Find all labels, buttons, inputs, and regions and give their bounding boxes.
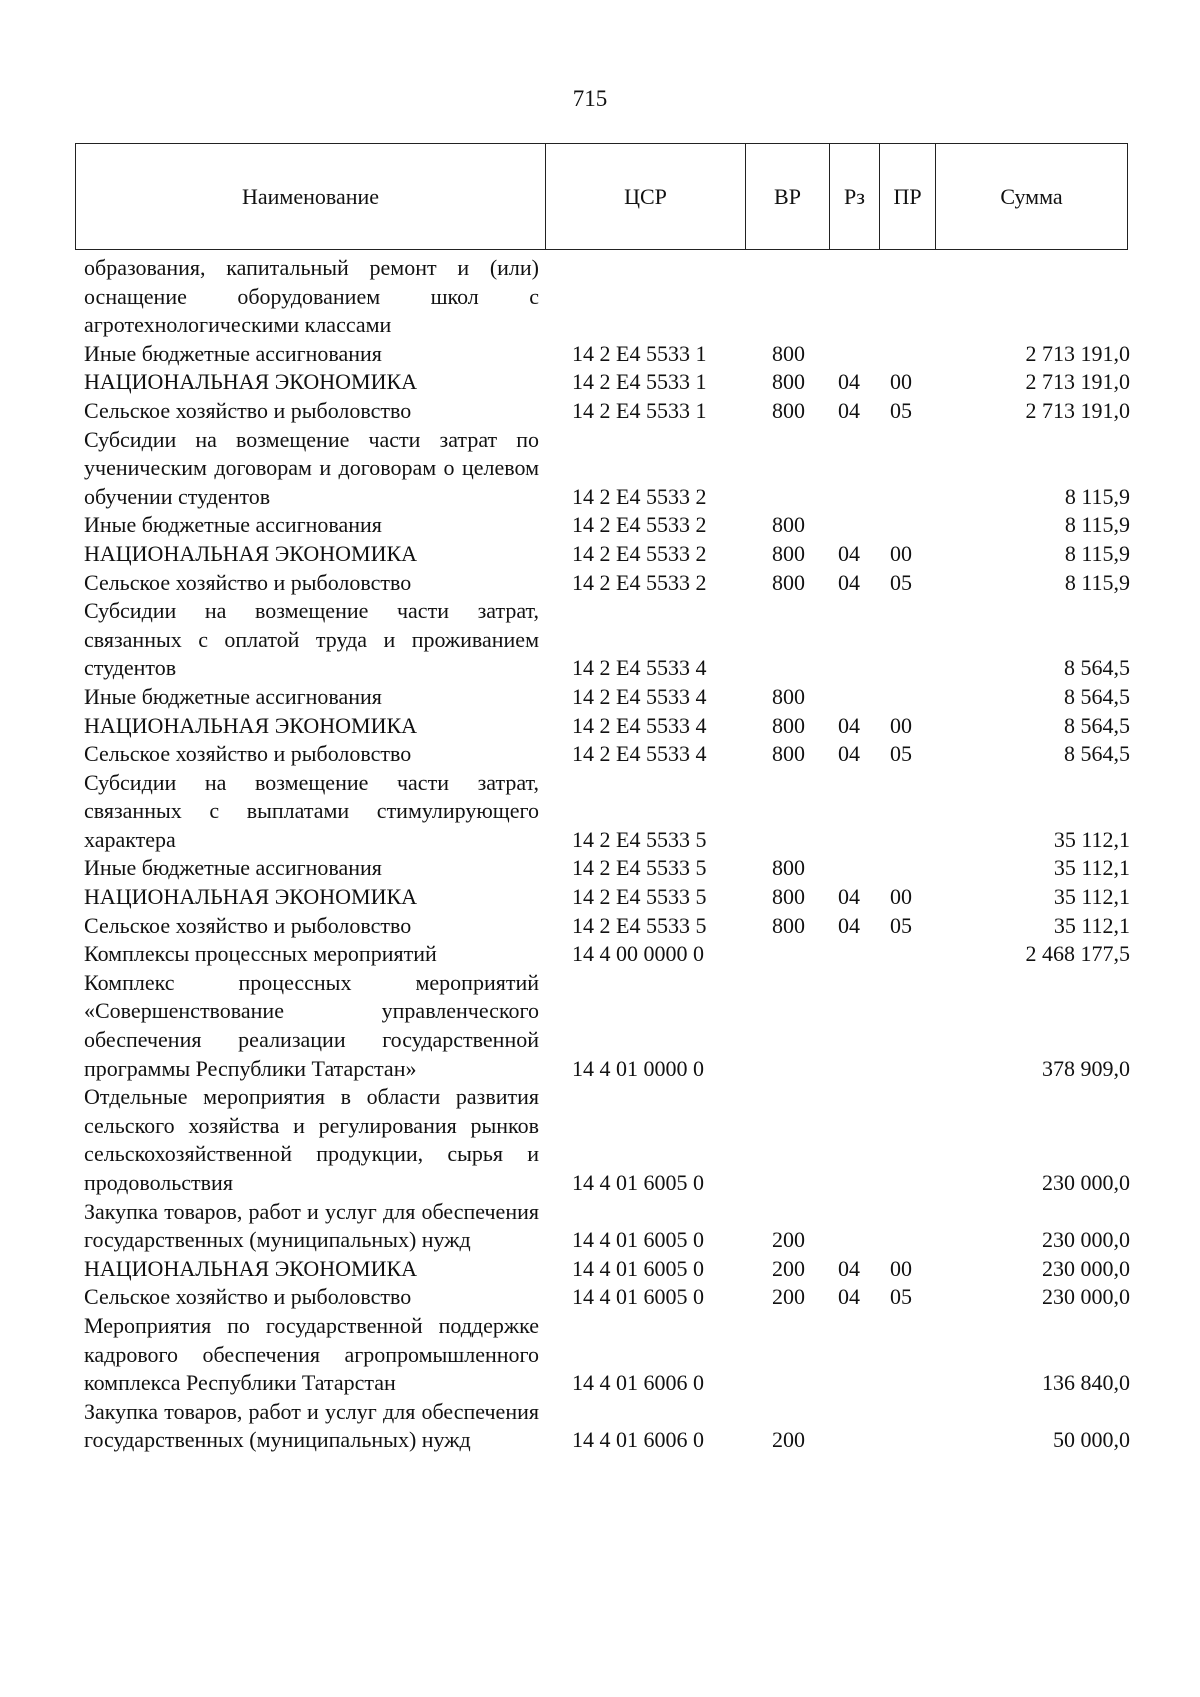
row-csr: 14 2 Е4 5533 5: [572, 826, 707, 852]
row-csr: 14 4 01 6005 0: [572, 1227, 704, 1253]
table-row: [0, 540, 1200, 569]
row-vr: 800: [772, 569, 805, 595]
row-name: Отдельные мероприятия в области развития сельского хозяйства и регулирования рынков сельскохозяйственной продукции, сырья и продовольствия: [84, 1084, 539, 1195]
row-name: Субсидии на возмещение части затрат, связанных с выплатами стимулирующего характера: [84, 769, 539, 852]
row-rz: 04: [838, 397, 860, 423]
table-row: [0, 254, 1200, 340]
row-rz: 04: [838, 1284, 860, 1310]
row-csr: 14 2 Е4 5533 5: [572, 855, 707, 881]
row-name: НАЦИОНАЛЬНАЯ ЭКОНОМИКА: [84, 540, 418, 566]
table-row: [0, 569, 1200, 598]
row-pr: 00: [890, 540, 912, 566]
row-vr: 800: [772, 855, 805, 881]
table-row: [0, 940, 1200, 969]
table-row: [0, 1198, 1200, 1255]
table-row: [0, 712, 1200, 741]
row-vr: 800: [772, 397, 805, 423]
header-name: Наименование: [76, 144, 546, 249]
row-name: Сельское хозяйство и рыболовство: [84, 912, 412, 938]
row-rz: 04: [838, 369, 860, 395]
row-csr: 14 4 01 6005 0: [572, 1284, 704, 1310]
table-row: [0, 883, 1200, 912]
row-vr: 800: [772, 712, 805, 738]
row-name: Комплекс процессных мероприятий «Совершенствование управленческого обеспечения реализации государственной программы Республики Татарстан»: [84, 969, 539, 1081]
row-vr: 800: [772, 369, 805, 395]
row-sum: 2 713 191,0: [1025, 397, 1130, 423]
table-row: [0, 397, 1200, 426]
table-row: [0, 597, 1200, 683]
row-name: образования, капитальный ремонт и (или) оснащение оборудованием школ с агротехнологическими классами: [84, 255, 539, 338]
row-pr: 05: [890, 569, 912, 595]
row-name: Субсидии на возмещение части затрат, связанных с оплатой труда и проживанием студентов: [84, 598, 539, 681]
row-pr: 05: [890, 1284, 912, 1310]
row-csr: 14 2 Е4 5533 2: [572, 569, 707, 595]
row-sum: 35 112,1: [1053, 855, 1130, 881]
row-pr: 00: [890, 712, 912, 738]
row-sum: 8 115,9: [1064, 540, 1130, 566]
row-sum: 2 713 191,0: [1025, 340, 1130, 366]
table-row: [0, 1398, 1200, 1455]
row-name: Иные бюджетные ассигнования: [84, 340, 382, 366]
row-pr: 05: [890, 912, 912, 938]
row-name: Субсидии на возмещение части затрат по ученическим договорам и договорам о целевом обучении студентов: [84, 426, 539, 509]
row-csr: 14 2 Е4 5533 1: [572, 340, 707, 366]
row-vr: 800: [772, 540, 805, 566]
row-csr: 14 4 01 6005 0: [572, 1255, 704, 1281]
row-name: Сельское хозяйство и рыболовство: [84, 397, 412, 423]
header-vr: ВР: [746, 144, 830, 249]
row-sum: 35 112,1: [1053, 826, 1130, 852]
row-vr: 200: [772, 1427, 805, 1453]
table-row: [0, 769, 1200, 855]
row-csr: 14 2 Е4 5533 4: [572, 741, 707, 767]
row-csr: 14 2 Е4 5533 5: [572, 884, 707, 910]
row-rz: 04: [838, 741, 860, 767]
row-vr: 200: [772, 1284, 805, 1310]
row-csr: 14 2 Е4 5533 4: [572, 655, 707, 681]
row-name: Иные бюджетные ассигнования: [84, 855, 382, 881]
row-sum: 230 000,0: [1042, 1255, 1130, 1281]
row-csr: 14 4 01 6006 0: [572, 1370, 704, 1396]
row-csr: 14 2 Е4 5533 2: [572, 483, 707, 509]
row-name: НАЦИОНАЛЬНАЯ ЭКОНОМИКА: [84, 369, 418, 395]
table-row: [0, 1283, 1200, 1312]
row-sum: 2 468 177,5: [1025, 941, 1130, 967]
row-sum: 50 000,0: [1053, 1427, 1130, 1453]
row-name: Мероприятия по государственной поддержке кадрового обеспечения агропромышленного комплекса Республики Татарстан: [84, 1312, 539, 1396]
row-pr: 00: [890, 884, 912, 910]
row-sum: 8 115,9: [1064, 569, 1130, 595]
table-row: [0, 740, 1200, 769]
row-sum: 8 564,5: [1064, 655, 1130, 681]
row-name: Сельское хозяйство и рыболовство: [84, 1284, 412, 1310]
row-vr: 200: [772, 1227, 805, 1253]
row-sum: 8 564,5: [1064, 683, 1130, 709]
header-pr: ПР: [880, 144, 936, 249]
header-csr: ЦСР: [546, 144, 746, 249]
table-row: [0, 912, 1200, 941]
table-row: [0, 1083, 1200, 1197]
table-row: [0, 683, 1200, 712]
row-csr: 14 2 Е4 5533 1: [572, 369, 707, 395]
row-vr: 800: [772, 683, 805, 709]
row-name: НАЦИОНАЛЬНАЯ ЭКОНОМИКА: [84, 884, 418, 910]
row-vr: 800: [772, 340, 805, 366]
row-csr: 14 2 Е4 5533 2: [572, 540, 707, 566]
row-pr: 00: [890, 1255, 912, 1281]
row-rz: 04: [838, 1255, 860, 1281]
table-row: [0, 340, 1200, 369]
row-sum: 230 000,0: [1042, 1170, 1130, 1195]
row-csr: 14 2 Е4 5533 5: [572, 912, 707, 938]
header-sum: Сумма: [1000, 183, 1063, 209]
row-sum: 35 112,1: [1053, 912, 1130, 938]
table-row: [0, 969, 1200, 1083]
table-header: [75, 143, 1128, 250]
row-sum: 2 713 191,0: [1025, 369, 1130, 395]
table-row: [0, 854, 1200, 883]
table-body: [0, 254, 1200, 1455]
row-vr: 800: [772, 912, 805, 938]
row-name: Иные бюджетные ассигнования: [84, 683, 382, 709]
header-rz: Рз: [830, 144, 880, 249]
row-vr: 800: [772, 884, 805, 910]
row-pr: 00: [890, 369, 912, 395]
row-sum: 378 909,0: [1042, 1055, 1130, 1081]
row-name: Комплексы процессных мероприятий: [84, 941, 437, 967]
row-rz: 04: [838, 569, 860, 595]
row-name: Закупка товаров, работ и услуг для обеспечения государственных (муниципальных) нужд: [84, 1398, 539, 1453]
row-csr: 14 4 00 0000 0: [572, 941, 704, 967]
row-csr: 14 4 01 6006 0: [572, 1427, 704, 1453]
row-name: Сельское хозяйство и рыболовство: [84, 741, 412, 767]
row-sum: 35 112,1: [1053, 884, 1130, 910]
row-sum: 8 115,9: [1064, 483, 1130, 509]
row-csr: 14 4 01 0000 0: [572, 1055, 704, 1081]
row-pr: 05: [890, 397, 912, 423]
row-rz: 04: [838, 884, 860, 910]
row-name: НАЦИОНАЛЬНАЯ ЭКОНОМИКА: [84, 712, 418, 738]
row-rz: 04: [838, 712, 860, 738]
page-number: 715: [572, 86, 608, 111]
row-csr: 14 2 Е4 5533 4: [572, 712, 707, 738]
row-rz: 04: [838, 912, 860, 938]
table-row: [0, 426, 1200, 512]
row-pr: 05: [890, 741, 912, 767]
row-rz: 04: [838, 540, 860, 566]
row-vr: 800: [772, 512, 805, 538]
table-row: [0, 368, 1200, 397]
row-sum: 136 840,0: [1042, 1370, 1130, 1396]
table-row: [0, 1312, 1200, 1398]
row-sum: 8 564,5: [1064, 741, 1130, 767]
table-row: [0, 1255, 1200, 1284]
row-csr: 14 2 Е4 5533 2: [572, 512, 707, 538]
row-sum: 8 115,9: [1064, 512, 1130, 538]
row-csr: 14 2 Е4 5533 4: [572, 683, 707, 709]
row-name: Иные бюджетные ассигнования: [84, 512, 382, 538]
row-csr: 14 2 Е4 5533 1: [572, 397, 707, 423]
row-sum: 230 000,0: [1042, 1227, 1130, 1253]
row-name: Закупка товаров, работ и услуг для обеспечения государственных (муниципальных) нужд: [84, 1198, 539, 1253]
row-csr: 14 4 01 6005 0: [572, 1170, 704, 1195]
row-sum: 8 564,5: [1064, 712, 1130, 738]
row-name: Сельское хозяйство и рыболовство: [84, 569, 412, 595]
table-row: [0, 511, 1200, 540]
row-name: НАЦИОНАЛЬНАЯ ЭКОНОМИКА: [84, 1255, 418, 1281]
row-vr: 800: [772, 741, 805, 767]
row-sum: 230 000,0: [1042, 1284, 1130, 1310]
row-vr: 200: [772, 1255, 805, 1281]
